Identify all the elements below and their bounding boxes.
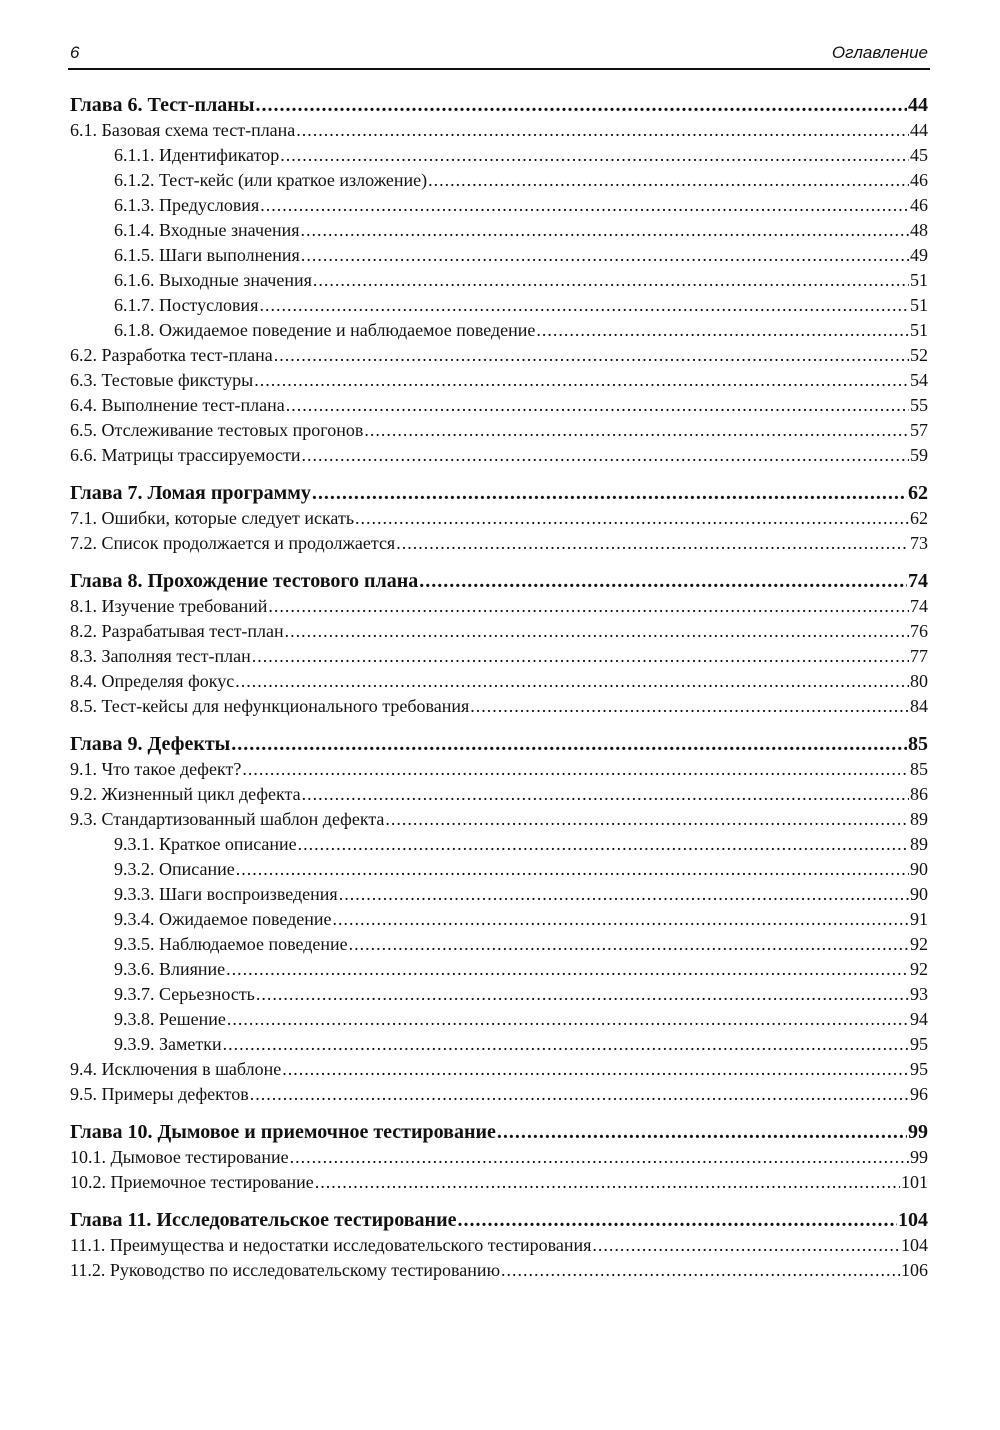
dot-leader	[501, 1258, 900, 1283]
toc-chapter[interactable]	[70, 480, 928, 506]
toc-subsection[interactable]	[70, 957, 928, 982]
dot-leader	[301, 218, 909, 243]
toc-subsection[interactable]	[70, 932, 928, 957]
toc-entry-page: 59	[910, 445, 928, 465]
toc-section[interactable]	[70, 1258, 928, 1283]
toc-entry-label: 8.3. Заполняя тест-план	[70, 646, 251, 666]
toc-entry-page: 90	[910, 859, 928, 879]
toc-entry-label: 8.1. Изучение требований	[70, 596, 268, 616]
toc-entry-page: 86	[910, 784, 928, 804]
toc-entry-label: 8.2. Разрабатывая тест-план	[70, 621, 284, 641]
dot-leader	[255, 92, 907, 118]
toc-entry-page: 104	[898, 1209, 928, 1231]
toc-subsection[interactable]	[70, 218, 928, 243]
toc-entry-label: 6.4. Выполнение тест-плана	[70, 395, 285, 415]
toc-entry-label: 11.2. Руководство по исследовательскому тестированию	[70, 1260, 501, 1280]
toc-entry-page: 95	[910, 1059, 928, 1079]
dot-leader	[592, 1233, 900, 1258]
toc-entry-label: 9.1. Что такое дефект?	[70, 759, 242, 779]
toc-entry-page: 52	[910, 345, 928, 365]
dot-leader	[333, 907, 910, 932]
toc-entry-label: Глава 6. Тест-планы	[70, 94, 255, 116]
toc-subsection[interactable]	[70, 907, 928, 932]
dot-leader	[315, 1170, 900, 1195]
toc-subsection[interactable]	[70, 1007, 928, 1032]
toc-subsection[interactable]	[70, 168, 928, 193]
dot-leader	[385, 807, 909, 832]
toc-entry-page: 96	[910, 1084, 928, 1104]
dot-leader	[349, 932, 909, 957]
toc-entry-label: Глава 9. Дефекты	[70, 733, 231, 755]
toc-entry-page: 54	[910, 370, 928, 390]
toc-section[interactable]	[70, 1082, 928, 1107]
toc-entry-label: 9.3.8. Решение	[114, 1009, 226, 1029]
dot-leader	[268, 594, 909, 619]
dot-leader	[254, 368, 909, 393]
toc-subsection[interactable]	[70, 193, 928, 218]
dot-leader	[226, 957, 909, 982]
toc-entry-label: Глава 10. Дымовое и приемочное тестирование	[70, 1121, 496, 1143]
toc-entry-label: 9.3.9. Заметки	[114, 1034, 222, 1054]
toc-entry-page: 49	[910, 245, 928, 265]
toc-entry-label: 6.1.5. Шаги выполнения	[114, 245, 300, 265]
dot-leader	[290, 1145, 909, 1170]
toc-section[interactable]	[70, 443, 928, 468]
dot-leader	[252, 644, 909, 669]
toc-entry-label: 9.3. Стандартизованный шаблон дефекта	[70, 809, 385, 829]
toc-subsection[interactable]	[70, 243, 928, 268]
toc-entry-page: 93	[910, 984, 928, 1004]
toc-section[interactable]	[70, 757, 928, 782]
toc-entry-label: Глава 11. Исследовательское тестирование	[70, 1209, 457, 1231]
toc-subsection[interactable]	[70, 318, 928, 343]
toc-entry-label: 9.5. Примеры дефектов	[70, 1084, 249, 1104]
toc-entry-page: 44	[908, 94, 928, 116]
toc-entry-page: 92	[910, 934, 928, 954]
dot-leader	[313, 268, 909, 293]
toc-subsection[interactable]	[70, 832, 928, 857]
toc-entry-label: 9.3.3. Шаги воспроизведения	[114, 884, 338, 904]
table-of-contents	[70, 92, 928, 1283]
toc-subsection[interactable]	[70, 982, 928, 1007]
toc-entry-label: 8.4. Определяя фокус	[70, 671, 235, 691]
toc-entry-page: 89	[910, 834, 928, 854]
toc-entry-page: 51	[910, 270, 928, 290]
dot-leader	[259, 293, 909, 318]
toc-entry-page: 91	[910, 909, 928, 929]
dot-leader	[355, 506, 909, 531]
toc-section[interactable]	[70, 619, 928, 644]
toc-entry-page: 84	[910, 696, 928, 716]
toc-entry-label: 6.1.7. Постусловия	[114, 295, 259, 315]
toc-entry-page: 45	[910, 145, 928, 165]
toc-entry-page: 99	[908, 1121, 928, 1143]
dot-leader	[302, 782, 909, 807]
toc-entry-page: 57	[910, 420, 928, 440]
dot-leader	[419, 568, 907, 594]
toc-section[interactable]	[70, 343, 928, 368]
dot-leader	[260, 193, 909, 218]
toc-entry-page: 85	[908, 733, 928, 755]
toc-entry-label: 6.5. Отслеживание тестовых прогонов	[70, 420, 364, 440]
toc-entry-label: 9.3.7. Серьезность	[114, 984, 255, 1004]
toc-entry-page: 55	[910, 395, 928, 415]
toc-entry-page: 48	[910, 220, 928, 240]
toc-section[interactable]	[70, 782, 928, 807]
toc-entry-label: 8.5. Тест-кейсы для нефункционального требования	[70, 696, 470, 716]
dot-leader	[274, 343, 909, 368]
toc-entry-label: 9.3.1. Краткое описание	[114, 834, 297, 854]
toc-entry-label: 9.3.5. Наблюдаемое поведение	[114, 934, 348, 954]
toc-entry-page: 80	[910, 671, 928, 691]
toc-entry-page: 92	[910, 959, 928, 979]
toc-entry-label: 7.1. Ошибки, которые следует искать	[70, 508, 355, 528]
dot-leader	[428, 168, 909, 193]
toc-entry-page: 89	[910, 809, 928, 829]
toc-entry-label: 6.1.3. Предусловия	[114, 195, 260, 215]
dot-leader	[364, 418, 909, 443]
dot-leader	[242, 757, 909, 782]
toc-entry-label: 6.6. Матрицы трассируемости	[70, 445, 301, 465]
toc-chapter[interactable]	[70, 92, 928, 118]
dot-leader	[497, 1119, 907, 1145]
toc-entry-page: 62	[910, 508, 928, 528]
toc-section[interactable]	[70, 1145, 928, 1170]
toc-entry-page: 44	[910, 120, 928, 140]
toc-entry-page: 85	[910, 759, 928, 779]
toc-entry-label: 11.1. Преимущества и недостатки исследовательского тестирования	[70, 1235, 592, 1255]
toc-entry-page: 51	[910, 295, 928, 315]
toc-entry-page: 101	[901, 1172, 928, 1192]
toc-subsection[interactable]	[70, 293, 928, 318]
dot-leader	[312, 480, 907, 506]
dot-leader	[286, 393, 909, 418]
toc-entry-label: 9.2. Жизненный цикл дефекта	[70, 784, 301, 804]
toc-entry-label: 9.3.2. Описание	[114, 859, 235, 879]
toc-entry-label: 7.2. Список продолжается и продолжается	[70, 533, 396, 553]
toc-entry-page: 99	[910, 1147, 928, 1167]
toc-section[interactable]	[70, 807, 928, 832]
toc-entry-label: 6.3. Тестовые фикстуры	[70, 370, 254, 390]
toc-subsection[interactable]	[70, 143, 928, 168]
toc-section[interactable]	[70, 1057, 928, 1082]
page-number: 6	[70, 43, 80, 62]
dot-leader	[470, 694, 909, 719]
running-header	[68, 42, 930, 70]
toc-section[interactable]	[70, 418, 928, 443]
toc-entry-page: 73	[910, 533, 928, 553]
toc-subsection[interactable]	[70, 268, 928, 293]
toc-section[interactable]	[70, 506, 928, 531]
toc-section[interactable]	[70, 1233, 928, 1258]
dot-leader	[339, 882, 909, 907]
toc-entry-label: 10.1. Дымовое тестирование	[70, 1147, 289, 1167]
toc-entry-page: 106	[901, 1260, 928, 1280]
toc-subsection[interactable]	[70, 857, 928, 882]
dot-leader	[536, 318, 909, 343]
toc-section[interactable]	[70, 1170, 928, 1195]
toc-section[interactable]	[70, 594, 928, 619]
running-title: Оглавление	[831, 43, 928, 62]
toc-entry-page: 74	[908, 570, 928, 592]
toc-entry-page: 46	[910, 195, 928, 215]
toc-entry-page: 62	[908, 482, 928, 504]
dot-leader	[298, 832, 909, 857]
toc-entry-page: 94	[910, 1009, 928, 1029]
dot-leader	[280, 143, 909, 168]
toc-chapter[interactable]	[70, 1119, 928, 1145]
toc-entry-page: 90	[910, 884, 928, 904]
dot-leader	[236, 857, 909, 882]
toc-section[interactable]	[70, 393, 928, 418]
toc-entry-label: 6.1.4. Входные значения	[114, 220, 300, 240]
toc-entry-label: 6.2. Разработка тест-плана	[70, 345, 273, 365]
dot-leader	[282, 1057, 909, 1082]
toc-entry-label: 10.2. Приемочное тестирование	[70, 1172, 314, 1192]
toc-entry-page: 76	[910, 621, 928, 641]
toc-entry-page: 51	[910, 320, 928, 340]
toc-chapter[interactable]	[70, 731, 928, 757]
toc-entry-page: 74	[910, 596, 928, 616]
dot-leader	[223, 1032, 909, 1057]
toc-chapter[interactable]	[70, 568, 928, 594]
dot-leader	[227, 1007, 909, 1032]
toc-entry-label: 6.1. Базовая схема тест-плана	[70, 120, 296, 140]
dot-leader	[301, 243, 909, 268]
toc-entry-label: Глава 7. Ломая программу	[70, 482, 311, 504]
dot-leader	[256, 982, 909, 1007]
dot-leader	[296, 118, 909, 143]
toc-chapter[interactable]	[70, 1207, 928, 1233]
toc-entry-page: 46	[910, 170, 928, 190]
toc-entry-label: 9.3.4. Ожидаемое поведение	[114, 909, 332, 929]
toc-section[interactable]	[70, 644, 928, 669]
toc-entry-label: 6.1.2. Тест-кейс (или краткое изложение)	[114, 170, 428, 190]
toc-entry-label: 6.1.1. Идентификатор	[114, 145, 280, 165]
toc-section[interactable]	[70, 531, 928, 556]
dot-leader	[231, 731, 907, 757]
toc-section[interactable]	[70, 694, 928, 719]
toc-entry-page: 77	[910, 646, 928, 666]
dot-leader	[457, 1207, 897, 1233]
dot-leader	[302, 443, 909, 468]
dot-leader	[396, 531, 909, 556]
toc-entry-label: 6.1.8. Ожидаемое поведение и наблюдаемое поведение	[114, 320, 536, 340]
dot-leader	[285, 619, 909, 644]
toc-section[interactable]	[70, 118, 928, 143]
toc-entry-label: 9.4. Исключения в шаблоне	[70, 1059, 282, 1079]
toc-entry-label: 6.1.6. Выходные значения	[114, 270, 312, 290]
toc-subsection[interactable]	[70, 882, 928, 907]
toc-section[interactable]	[70, 669, 928, 694]
toc-subsection[interactable]	[70, 1032, 928, 1057]
toc-section[interactable]	[70, 368, 928, 393]
toc-entry-page: 104	[901, 1235, 928, 1255]
toc-entry-label: Глава 8. Прохождение тестового плана	[70, 570, 419, 592]
toc-entry-page: 95	[910, 1034, 928, 1054]
dot-leader	[235, 669, 909, 694]
dot-leader	[250, 1082, 909, 1107]
toc-entry-label: 9.3.6. Влияние	[114, 959, 226, 979]
